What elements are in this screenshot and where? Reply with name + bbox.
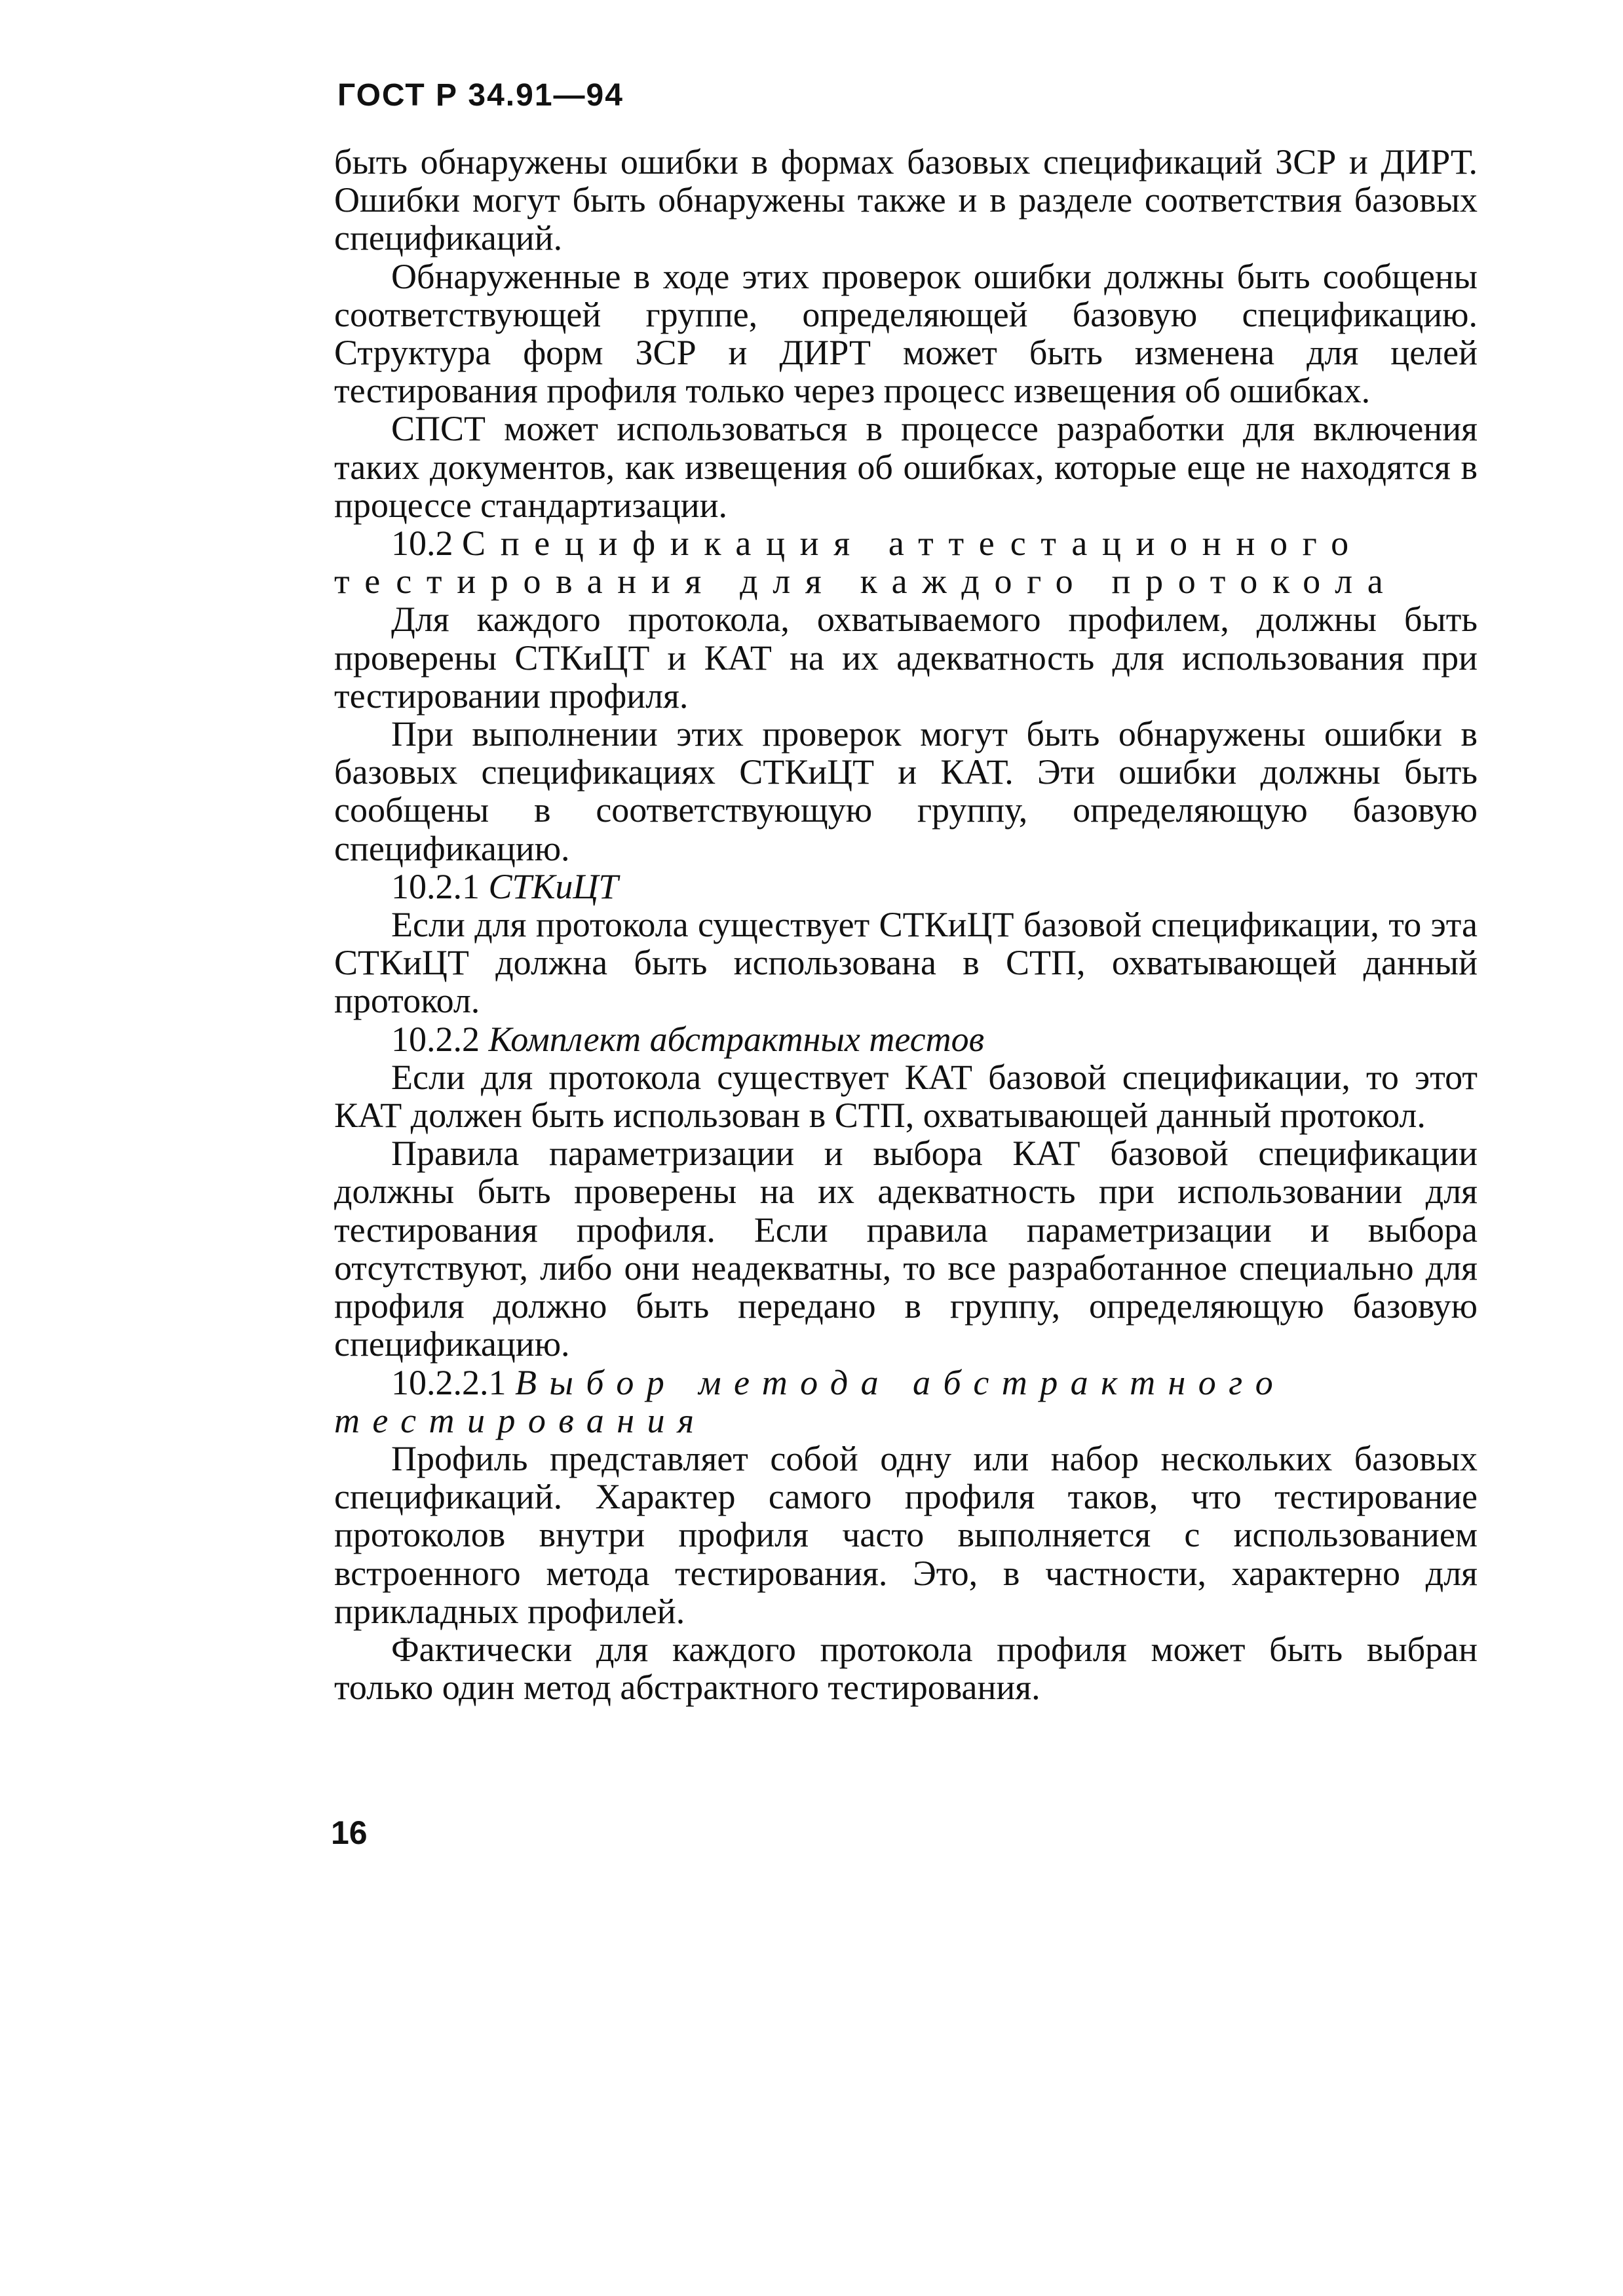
document-header: ГОСТ Р 34.91—94: [337, 78, 624, 113]
section-number: 10.2.2.1: [391, 1362, 506, 1402]
section-number: 10.2: [391, 524, 453, 564]
section-heading-10-2-1: [334, 868, 1478, 906]
paragraph: быть обнаружены ошибки в формах базовых спецификаций ЗСР и ДИРТ. Ошибки могут быть обнаружены также и в разделе соответствия базовых спецификаций.: [334, 142, 1478, 258]
paragraph: Фактически для каждого протокола профиля может быть выбран только один метод абстрактного тестирования.: [334, 1629, 1478, 1708]
paragraph: При выполнении этих проверок могут быть обнаружены ошибки в базовых спецификациях СТКиЦТ и КАТ. Эти ошибки должны быть сообщены в соответствующую группу, определяющую базовую спецификацию.: [334, 714, 1478, 868]
paragraph: СПСТ может использоваться в процессе разработки для включения таких документов, как извещения об ошибках, которые еще не находятся в процессе стандартизации.: [334, 409, 1478, 525]
paragraph: Для каждого протокола, охватываемого профилем, должны быть проверены СТКиЦТ и КАТ на их адекватность для использования при тестировании профиля.: [334, 600, 1478, 716]
section-number: 10.2.2: [391, 1019, 480, 1059]
body-text: [334, 143, 1478, 1706]
paragraph: Обнаруженные в ходе этих проверок ошибки должны быть сообщены соответствующей группе, определяющей базовую спецификацию. Структура форм ЗСР и ДИРТ может быть изменена для целей тестирования профиля только через процесс извещения об ошибках.: [334, 256, 1478, 411]
section-heading-10-2-2-1: [334, 1364, 1478, 1440]
section-heading-10-2-2: [334, 1020, 1478, 1058]
paragraph: Профиль представляет собой одну или набор нескольких базовых спецификаций. Характер самого профиля таков, что тестирование протоколов внутри профиля часто выполняется с использованием встроенного метода тестирования. Это, в частности, характерно для прикладных профилей.: [334, 1438, 1478, 1631]
paragraph: Если для протокола существует КАТ базовой спецификации, то этот КАТ должен быть использован в СТП, охватывающей данный протокол.: [334, 1057, 1478, 1136]
page-number: 16: [331, 1814, 368, 1851]
section-title: Комплект абстрактных тестов: [488, 1019, 985, 1059]
section-title: Спецификация аттестационного тестирования для каждого протокола: [334, 524, 1398, 602]
paragraph: Если для протокола существует СТКиЦТ базовой спецификации, то эта СТКиЦТ должна быть использована в СТП, охватывающей данный протокол.: [334, 905, 1478, 1021]
paragraph: Правила параметризации и выбора КАТ базовой спецификации должны быть проверены на их адекватность при использовании для тестирования профиля. Если правила параметризации и выбора отсутствуют, либо они неадекватны, то все разработанное специально для профиля должно быть передано в группу, определяющую базовую спецификацию.: [334, 1134, 1478, 1364]
section-title: СТКиЦТ: [488, 866, 619, 906]
section-number: 10.2.1: [391, 866, 480, 906]
section-heading-10-2: [334, 524, 1478, 600]
section-title: Выбор метода абстрактного тестирования: [334, 1362, 1286, 1440]
